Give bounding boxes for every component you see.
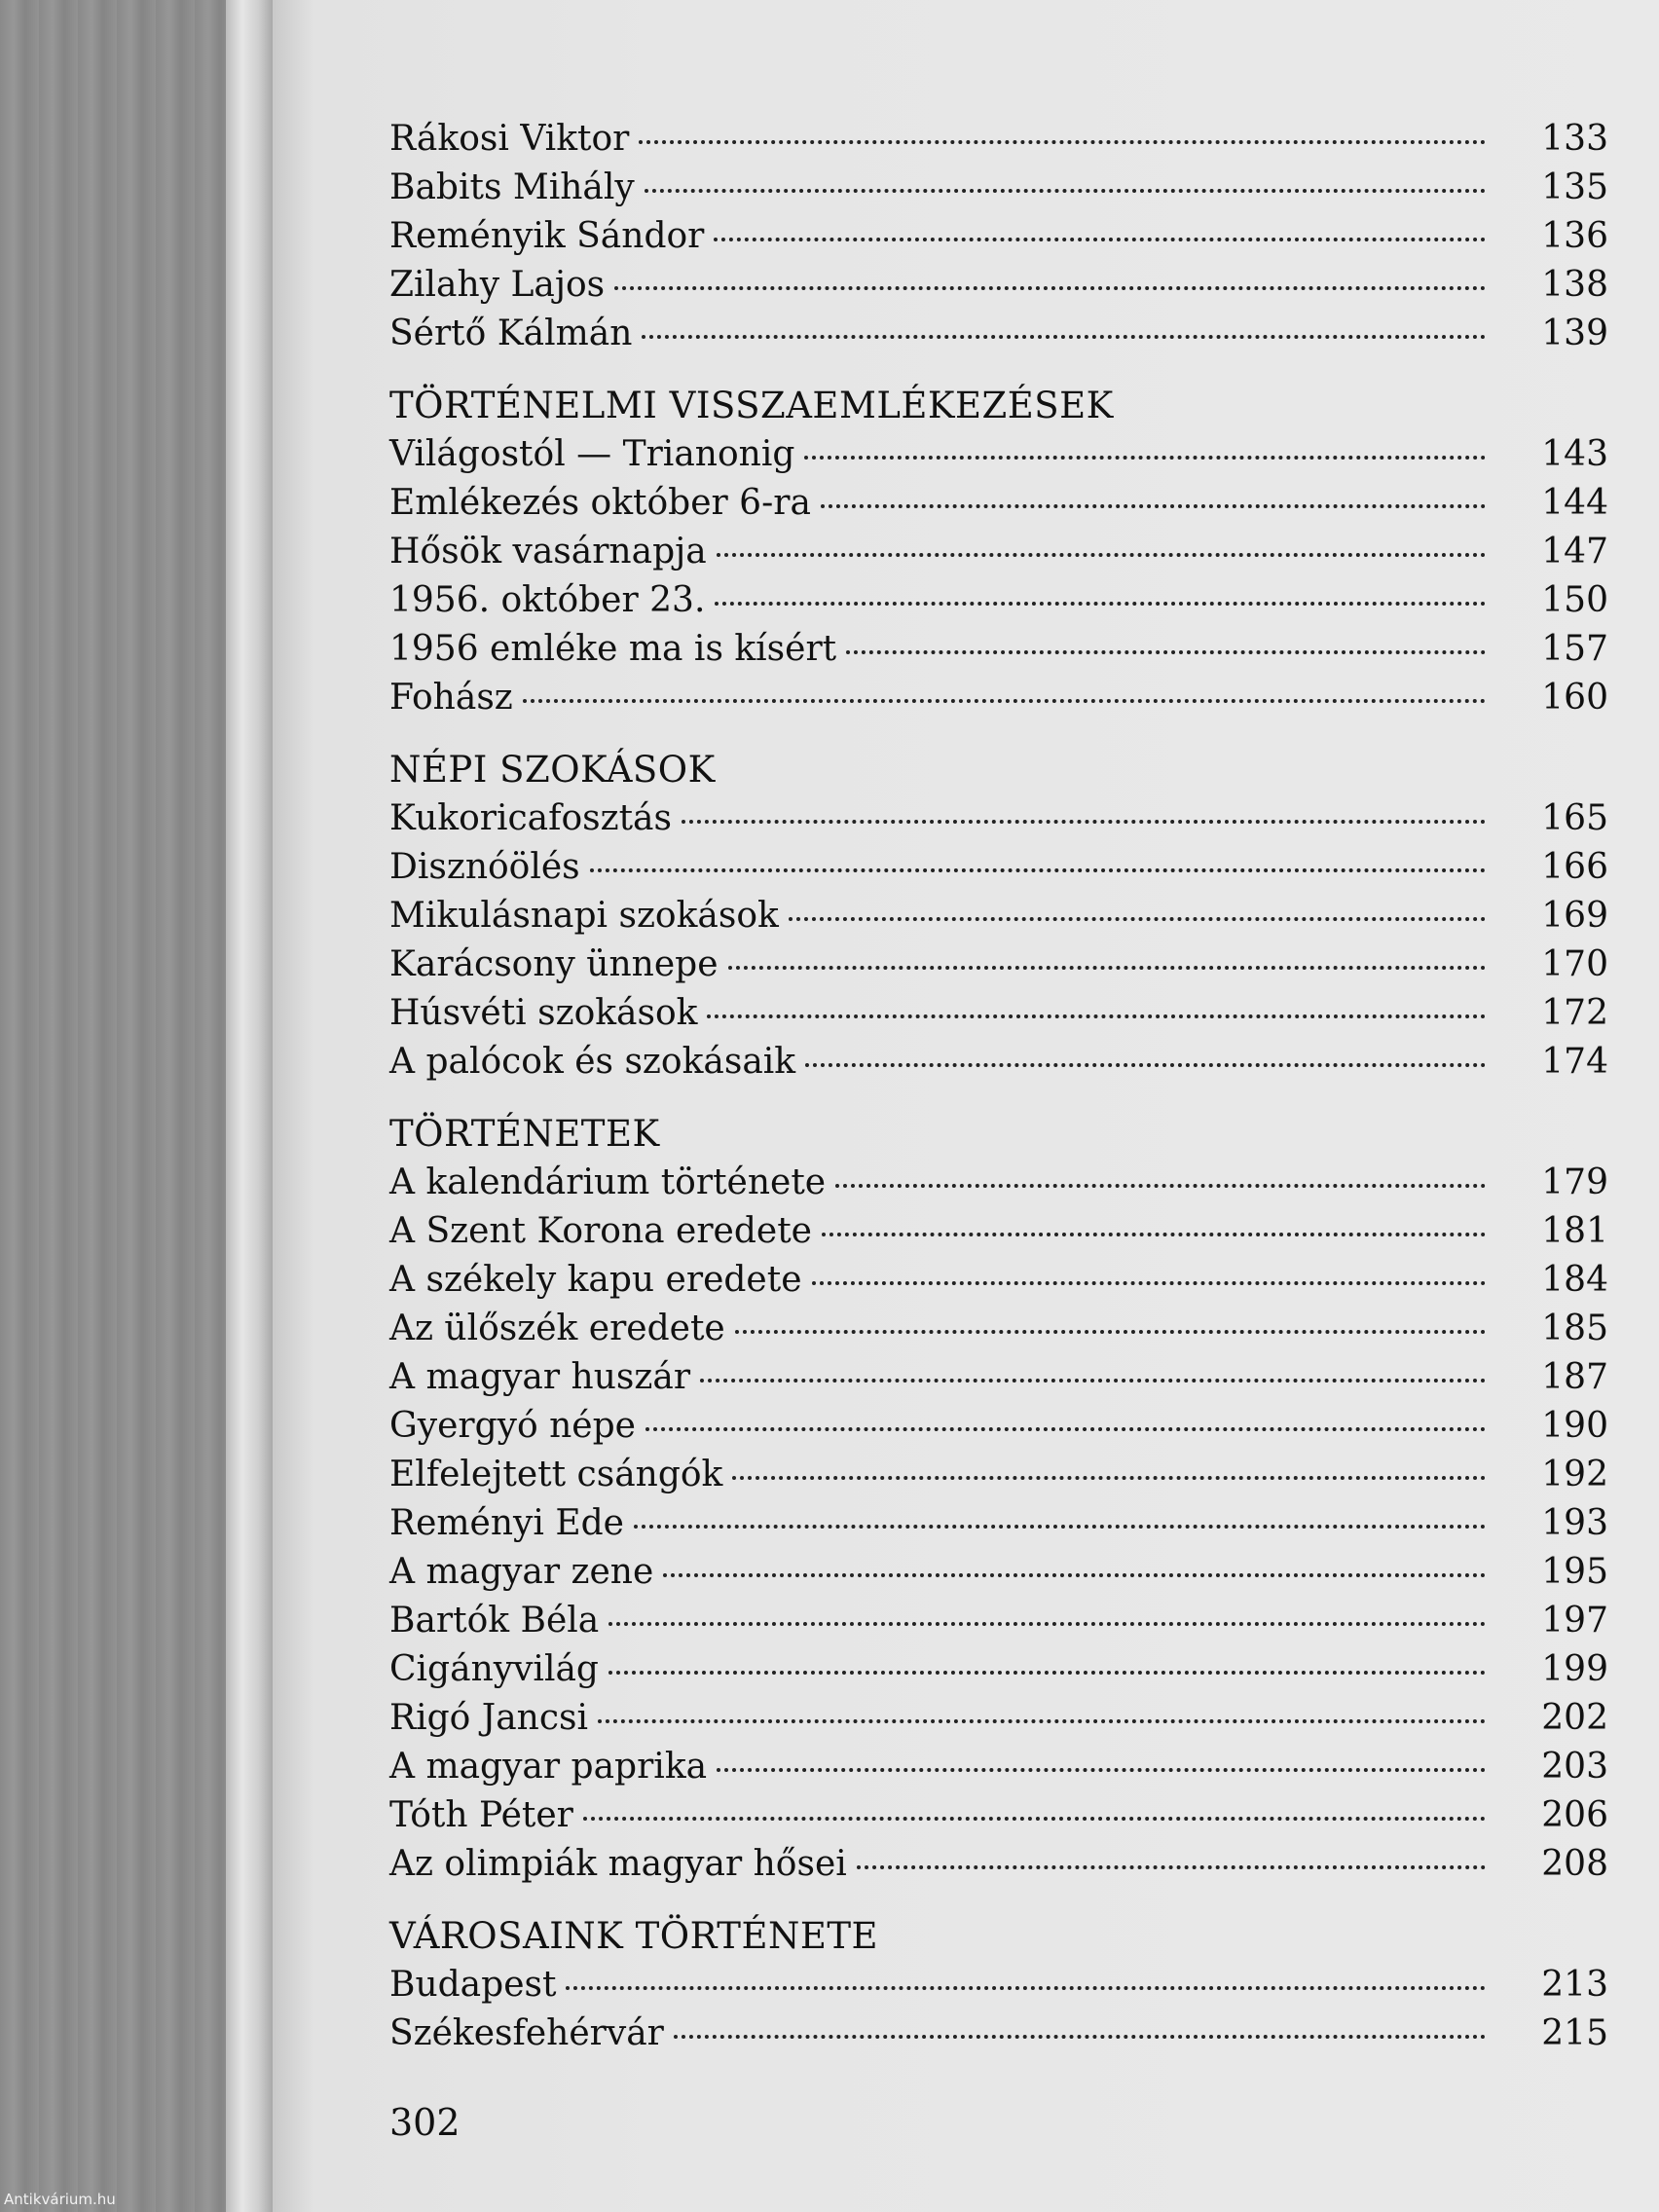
dot-leader — [590, 865, 1486, 872]
dot-leader — [857, 1862, 1486, 1869]
toc-entry — [389, 528, 1608, 576]
toc-entry — [389, 794, 1608, 843]
entry-page-number: 144 — [1541, 483, 1608, 523]
section-heading: TÖRTÉNETEK — [389, 1113, 660, 1155]
toc-entry — [389, 1743, 1608, 1791]
entry-title: Az ülőszék eredete — [389, 1309, 725, 1348]
entry-page-number: 172 — [1541, 993, 1608, 1033]
entry-page-number: 136 — [1541, 216, 1608, 256]
entry-page-number: 135 — [1541, 167, 1608, 207]
section-heading: VÁROSAINK TÖRTÉNETE — [389, 1915, 879, 1957]
entry-page-number: 181 — [1541, 1211, 1608, 1251]
section-heading: NÉPI SZOKÁSOK — [389, 749, 716, 791]
entry-page-number: 150 — [1541, 580, 1608, 620]
dot-leader — [608, 1618, 1486, 1626]
dot-leader — [663, 1569, 1486, 1577]
entry-page-number: 192 — [1541, 1455, 1608, 1494]
entry-title: A magyar paprika — [389, 1747, 708, 1787]
entry-title: Cigányvilág — [389, 1649, 599, 1689]
entry-title: Disznóölés — [389, 847, 580, 887]
dot-leader — [707, 1011, 1486, 1018]
entry-page-number: 147 — [1541, 532, 1608, 571]
dot-leader — [639, 136, 1486, 144]
toc-entry — [389, 310, 1608, 358]
dot-leader — [717, 549, 1486, 557]
entry-page-number: 138 — [1541, 265, 1608, 305]
entry-page-number: 203 — [1541, 1747, 1608, 1787]
entry-title: Gyergyó népe — [389, 1406, 636, 1446]
entry-page-number: 187 — [1541, 1357, 1608, 1397]
entry-title: Hősök vasárnapja — [389, 532, 707, 571]
entry-title: Tóth Péter — [389, 1795, 573, 1835]
entry-page-number: 195 — [1541, 1552, 1608, 1592]
entry-page-number: 206 — [1541, 1795, 1608, 1835]
dot-leader — [822, 1229, 1486, 1236]
toc-entry — [389, 430, 1608, 479]
toc-entry — [389, 1159, 1608, 1207]
entry-title: 1956. október 23. — [389, 580, 706, 620]
dot-leader — [598, 1715, 1486, 1723]
entry-title: Reményik Sándor — [389, 216, 705, 256]
toc-entry — [389, 1791, 1608, 1840]
dot-leader — [728, 962, 1486, 970]
entry-page-number: 169 — [1541, 896, 1608, 936]
entry-title: Zilahy Lajos — [389, 265, 606, 305]
entry-title: A palócok és szokásaik — [389, 1042, 796, 1082]
toc-entry — [389, 892, 1608, 940]
dot-leader — [812, 1277, 1487, 1285]
entry-title: Elfelejtett csángók — [389, 1455, 723, 1494]
dot-leader — [645, 1423, 1486, 1431]
dot-leader — [614, 282, 1486, 290]
entry-title: Babits Mihály — [389, 167, 635, 207]
dot-leader — [682, 816, 1486, 824]
dot-leader — [717, 1764, 1486, 1772]
toc-entry — [389, 1305, 1608, 1353]
page-number: 302 — [389, 2101, 461, 2144]
toc-entry — [389, 115, 1608, 164]
toc-entry — [389, 1597, 1608, 1645]
entry-title: Mikulásnapi szokások — [389, 896, 779, 936]
background-surface — [0, 0, 234, 2212]
dot-leader — [674, 2031, 1486, 2039]
dot-leader — [642, 331, 1486, 339]
entry-title: Rigó Jancsi — [389, 1698, 589, 1738]
entry-title: Székesfehérvár — [389, 2013, 664, 2053]
dot-leader — [805, 1059, 1486, 1067]
entry-title: Reményi Ede — [389, 1503, 624, 1543]
dot-leader — [804, 452, 1486, 460]
entry-page-number: 193 — [1541, 1503, 1608, 1543]
toc-entry — [389, 1353, 1608, 1402]
entry-title: Emlékezés október 6-ra — [389, 483, 811, 523]
table-of-contents — [389, 115, 1608, 2058]
entry-title: Húsvéti szokások — [389, 993, 698, 1033]
toc-entry — [389, 576, 1608, 625]
entry-page-number: 190 — [1541, 1406, 1608, 1446]
toc-entry — [389, 1499, 1608, 1548]
toc-entry — [389, 1548, 1608, 1597]
entry-page-number: 179 — [1541, 1162, 1608, 1202]
entry-page-number: 165 — [1541, 798, 1608, 838]
toc-entry — [389, 1645, 1608, 1694]
toc-entry — [389, 1961, 1608, 2009]
watermark: Antikvárium.hu — [4, 2191, 116, 2208]
toc-entry — [389, 940, 1608, 989]
entry-title: Rákosi Viktor — [389, 119, 630, 159]
toc-entry — [389, 1256, 1608, 1305]
entry-title: Fohász — [389, 678, 513, 718]
dot-leader — [821, 500, 1486, 508]
dot-leader — [846, 646, 1486, 654]
entry-page-number: 139 — [1541, 313, 1608, 353]
entry-title: A Szent Korona eredete — [389, 1211, 812, 1251]
toc-entry — [389, 674, 1608, 722]
entry-title: A magyar huszár — [389, 1357, 691, 1397]
entry-title: A székely kapu eredete — [389, 1260, 802, 1300]
entry-page-number: 208 — [1541, 1844, 1608, 1884]
entry-page-number: 199 — [1541, 1649, 1608, 1689]
toc-entry — [389, 843, 1608, 892]
toc-entry — [389, 212, 1608, 261]
toc-entry — [389, 1694, 1608, 1743]
dot-leader — [735, 1326, 1486, 1334]
dot-leader — [789, 913, 1486, 921]
entry-page-number: 133 — [1541, 119, 1608, 159]
entry-title: 1956 emléke ma is kísért — [389, 629, 837, 669]
entry-title: Az olimpiák magyar hősei — [389, 1844, 847, 1884]
entry-page-number: 174 — [1541, 1042, 1608, 1082]
entry-title: Sértő Kálmán — [389, 313, 633, 353]
toc-entry — [389, 164, 1608, 212]
toc-entry — [389, 625, 1608, 674]
entry-page-number: 215 — [1541, 2013, 1608, 2053]
entry-page-number: 166 — [1541, 847, 1608, 887]
entry-title: Világostól — Trianonig — [389, 434, 795, 474]
dot-leader — [583, 1813, 1486, 1821]
toc-entry — [389, 1207, 1608, 1256]
entry-page-number: 170 — [1541, 944, 1608, 984]
entry-page-number: 184 — [1541, 1260, 1608, 1300]
dot-leader — [634, 1521, 1486, 1529]
entry-title: Karácsony ünnepe — [389, 944, 719, 984]
dot-leader — [732, 1472, 1486, 1480]
entry-title: A kalendárium története — [389, 1162, 827, 1202]
entry-title: Kukoricafosztás — [389, 798, 672, 838]
dot-leader — [523, 695, 1486, 703]
book-spine-edge — [226, 0, 273, 2212]
entry-page-number: 202 — [1541, 1698, 1608, 1738]
dot-leader — [566, 1982, 1486, 1990]
toc-entry — [389, 261, 1608, 310]
toc-entry — [389, 1451, 1608, 1499]
toc-entry — [389, 989, 1608, 1038]
dot-leader — [835, 1180, 1486, 1188]
section-heading: TÖRTÉNELMI VISSZAEMLÉKEZÉSEK — [389, 385, 1114, 426]
dot-leader — [645, 185, 1486, 193]
toc-entry — [389, 479, 1608, 528]
entry-title: A magyar zene — [389, 1552, 654, 1592]
toc-entry — [389, 1402, 1608, 1451]
dot-leader — [714, 234, 1486, 241]
toc-entry — [389, 2009, 1608, 2058]
entry-page-number: 213 — [1541, 1965, 1608, 2005]
dot-leader — [700, 1375, 1486, 1382]
entry-page-number: 157 — [1541, 629, 1608, 669]
toc-entry — [389, 1840, 1608, 1889]
entry-title: Budapest — [389, 1965, 557, 2005]
dot-leader — [608, 1667, 1486, 1675]
entry-page-number: 160 — [1541, 678, 1608, 718]
entry-title: Bartók Béla — [389, 1601, 600, 1641]
dot-leader — [715, 598, 1486, 606]
entry-page-number: 143 — [1541, 434, 1608, 474]
entry-page-number: 197 — [1541, 1601, 1608, 1641]
entry-page-number: 185 — [1541, 1309, 1608, 1348]
toc-entry — [389, 1038, 1608, 1087]
